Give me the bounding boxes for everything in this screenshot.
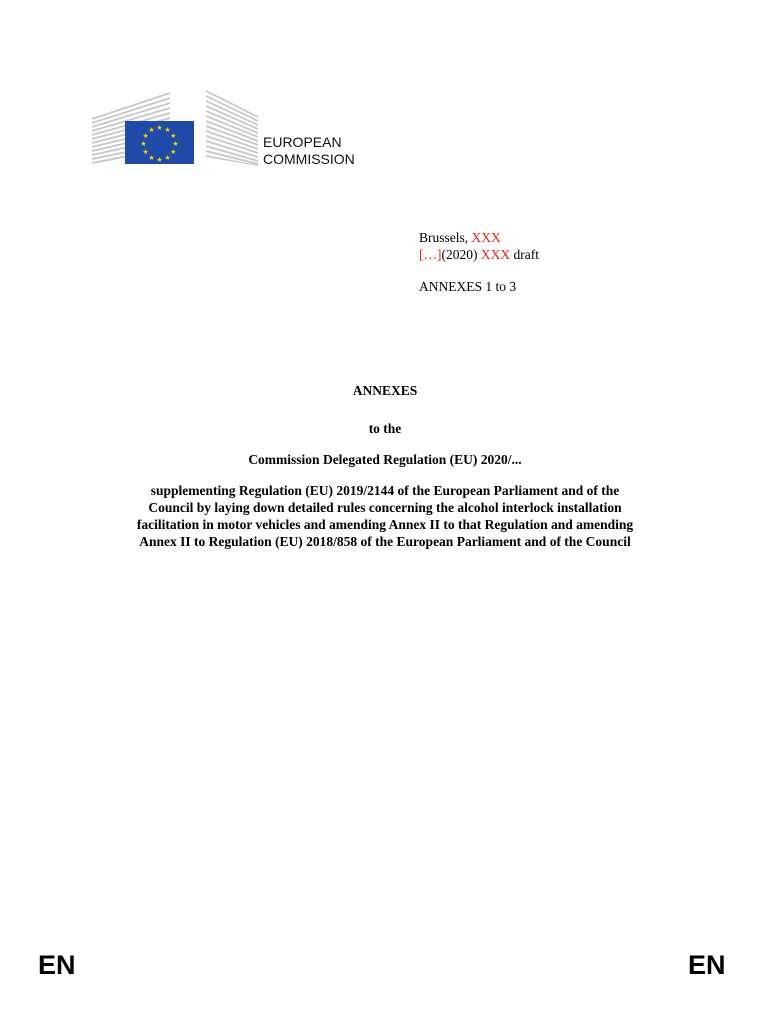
organization-name [263, 134, 355, 168]
svg-text:★: ★ [148, 153, 155, 162]
subject-line: supplementing Regulation (EU) 2019/2144 of the European Parliament and of the [150, 483, 620, 498]
reference-suffix: draft [510, 247, 539, 262]
european-commission-logo-icon [90, 88, 260, 168]
svg-text:★: ★ [140, 140, 147, 148]
svg-text:★: ★ [164, 126, 171, 135]
language-code-right: EN [688, 950, 726, 980]
language-code-left: EN [38, 950, 76, 980]
subject-line: Council by laying down detailed rules concerning the alcohol interlock installation [148, 500, 622, 515]
svg-text:★: ★ [142, 132, 149, 140]
svg-text:★: ★ [156, 124, 163, 132]
document-reference [419, 229, 539, 295]
svg-text:★: ★ [170, 148, 177, 156]
organization-name-line1: EUROPEAN [263, 134, 342, 150]
subject-line: facilitation in motor vehicles and amending Annex II to that Regulation and amending [136, 517, 634, 532]
svg-text:★: ★ [164, 153, 171, 162]
document-heading: ANNEXES [352, 383, 418, 398]
svg-text:★: ★ [156, 156, 163, 164]
reference-prefix: […] [419, 247, 442, 262]
organization-name-line2: COMMISSION [263, 151, 355, 167]
subject-line: Annex II to Regulation (EU) 2018/858 of the European Parliament and of the Council [139, 534, 631, 549]
svg-text:★: ★ [148, 126, 155, 135]
annex-range: ANNEXES 1 to 3 [419, 279, 517, 294]
reference-number-placeholder: XXX [480, 247, 511, 262]
reference-year: (2020) [441, 247, 481, 262]
place: Brussels, [419, 230, 472, 245]
title-connector: to the [368, 421, 402, 436]
svg-text:★: ★ [170, 132, 177, 140]
place-date-line [419, 229, 539, 246]
regulation-title: Commission Delegated Regulation (EU) 2020/... [248, 452, 522, 467]
date-placeholder: XXX [471, 230, 501, 245]
svg-text:★: ★ [142, 148, 149, 156]
svg-text:★: ★ [172, 140, 179, 148]
regulation-subject [40, 482, 730, 550]
reference-number-line [419, 246, 539, 263]
